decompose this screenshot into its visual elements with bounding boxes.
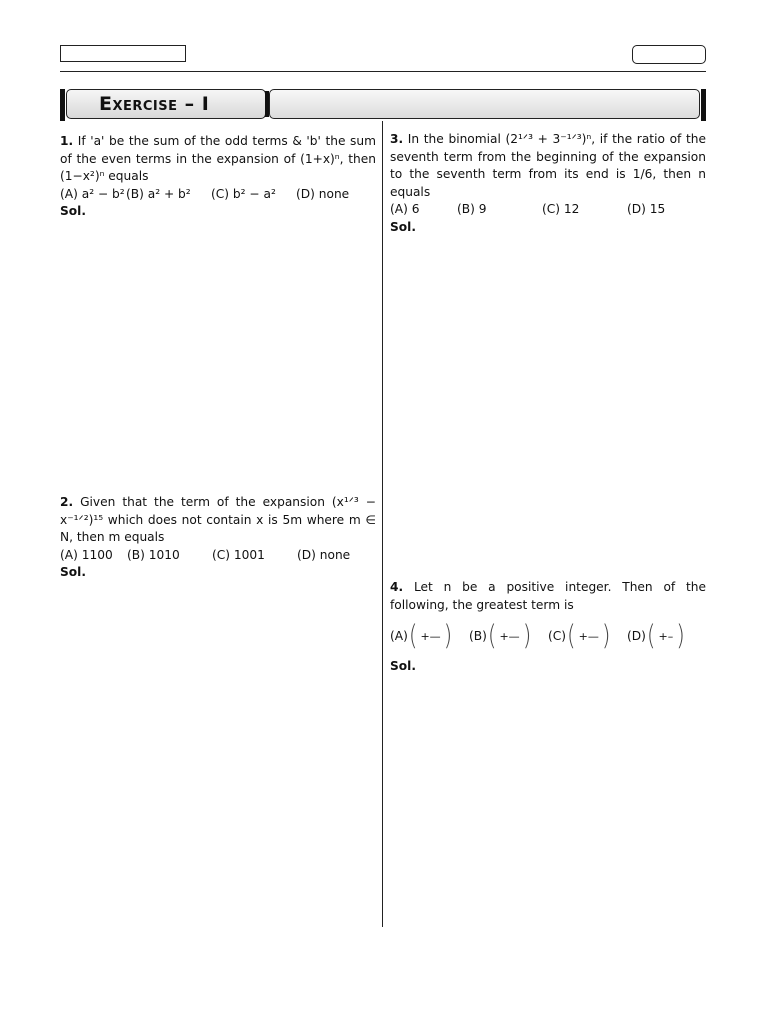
question-4-text: Let n be a positive integer. Then of the following, the greatest term is <box>390 580 706 612</box>
paren-expression-body: +— <box>499 630 520 644</box>
question-2-number: 2. <box>60 495 74 509</box>
question-1-options <box>60 186 376 204</box>
question-4-option-c-label: (C) <box>548 629 567 644</box>
header-left-box <box>60 45 186 62</box>
exercise-title-box <box>66 89 266 119</box>
question-3-option-b: (B) 9 <box>457 202 487 216</box>
question-3-options <box>390 201 706 219</box>
question-4-option-a-label: (A) <box>390 629 408 644</box>
question-2-options <box>60 547 376 565</box>
question-4-sol: Sol. <box>390 659 416 673</box>
header-rule <box>60 71 706 72</box>
question-2-option-d: (D) none <box>297 547 351 562</box>
question-4-options <box>390 622 706 652</box>
question-1-option-b: (B) a² + b² <box>126 186 191 201</box>
header-right-box <box>632 45 706 64</box>
question-1-text: If 'a' be the sum of the odd terms & 'b' the sum of the even terms in the expansion of (1+x)ⁿ, then (1−x²)ⁿ equals <box>60 134 377 183</box>
question-3-option-c: (C) 12 <box>542 202 580 216</box>
question-1 <box>60 133 376 221</box>
question-3-option-a: (A) 6 <box>390 202 420 216</box>
exercise-banner-bar <box>269 89 700 119</box>
question-4-option-c <box>548 622 627 652</box>
question-2-sol: Sol. <box>60 565 86 579</box>
question-3-option-d: (D) 15 <box>627 202 666 216</box>
exercise-title: Exercise – I <box>99 93 210 115</box>
question-4-option-b-label: (B) <box>469 629 487 644</box>
paren-expression-body: +— <box>578 630 599 644</box>
question-4-option-d-label: (D) <box>627 629 646 644</box>
column-divider <box>382 121 383 927</box>
paren-expression: ( +— ) <box>487 621 532 653</box>
question-2-option-a: (A) 1100 <box>60 547 113 562</box>
paren-expression-body: +— <box>420 630 441 644</box>
question-4-number: 4. <box>390 580 404 594</box>
exercise-banner <box>60 89 706 121</box>
question-4-option-d <box>627 622 706 652</box>
paren-expression: ( +– ) <box>646 621 685 653</box>
question-1-option-c: (C) b² − a² <box>211 186 276 201</box>
question-2-option-b: (B) 1010 <box>127 547 180 562</box>
question-2 <box>60 494 376 582</box>
question-4-option-b <box>469 622 548 652</box>
question-2-option-c: (C) 1001 <box>212 547 265 562</box>
question-4-option-a <box>390 622 469 652</box>
question-3-text: In the binomial (2¹ᐟ³ + 3⁻¹ᐟ³)ⁿ, if the ratio of the seventh term from the beginning of the expansion to the seventh term from its end is 1/6, then n equals <box>390 132 706 199</box>
question-3-number: 3. <box>390 132 404 146</box>
question-4 <box>390 579 706 676</box>
paren-expression: ( +— ) <box>408 621 453 653</box>
question-1-option-d: (D) none <box>296 186 350 201</box>
question-1-sol: Sol. <box>60 204 86 218</box>
question-2-text: Given that the term of the expansion (x¹ᐟ³ − x⁻¹ᐟ²)¹⁵ which does not contain x is 5m where m ∈ N, then m equals <box>60 495 376 544</box>
question-1-number: 1. <box>60 134 74 148</box>
paren-expression-body: +– <box>658 630 674 644</box>
paren-expression: ( +— ) <box>567 621 611 653</box>
question-3-sol: Sol. <box>390 219 416 234</box>
question-1-option-a: (A) a² − b² <box>60 186 125 201</box>
question-3 <box>390 131 706 236</box>
